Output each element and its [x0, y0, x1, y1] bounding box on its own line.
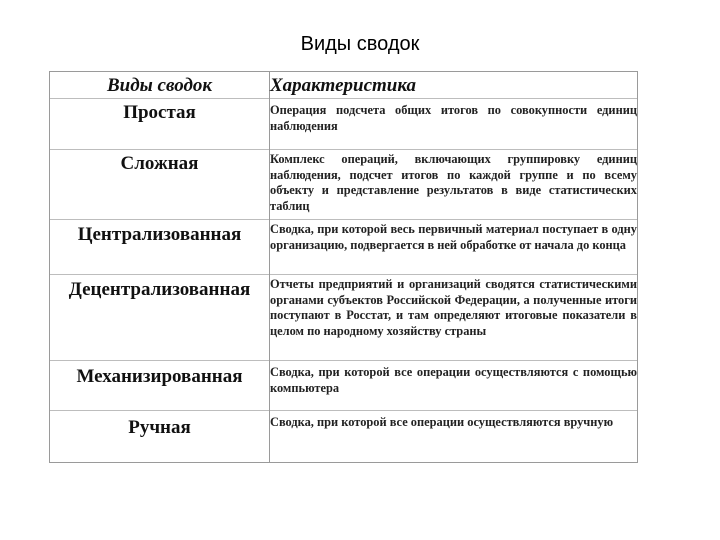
table-header-row [50, 72, 638, 99]
row-description: Сводка, при которой все операции осуществляются с помощью компьютера [270, 361, 638, 411]
row-description: Сводка, при которой все операции осуществляются вручную [270, 411, 638, 463]
table-row [50, 411, 638, 463]
summary-types-table [49, 71, 638, 463]
table-row [50, 99, 638, 150]
row-description: Операция подсчета общих итогов по совокупности единиц наблюдения [270, 99, 638, 150]
header-characteristics: Характеристика [270, 72, 638, 99]
row-type: Механизированная [50, 361, 270, 411]
table-row [50, 220, 638, 275]
row-description: Комплекс операций, включающих группировку единиц наблюдения, подсчет итогов по каждой группе и по всему объекту и представление результатов в виде статистических таблиц [270, 150, 638, 220]
table-row [50, 275, 638, 361]
row-description: Сводка, при которой весь первичный материал поступает в одну организацию, подвергается в ней обработке от начала до конца [270, 220, 638, 275]
header-types: Виды сводок [50, 72, 270, 99]
row-type: Сложная [50, 150, 270, 220]
row-description: Отчеты предприятий и организаций сводятся статистическими органами субъектов Российской Федерации, а полученные итоги поступают в Росстат, и там определяют итоговые показатели в целом по народному хозяйству страны [270, 275, 638, 361]
table-row [50, 361, 638, 411]
row-type: Децентрализованная [50, 275, 270, 361]
row-type: Простая [50, 99, 270, 150]
table-row [50, 150, 638, 220]
row-type: Централизованная [50, 220, 270, 275]
row-type: Ручная [50, 411, 270, 463]
slide-title: Виды сводок [300, 33, 420, 55]
